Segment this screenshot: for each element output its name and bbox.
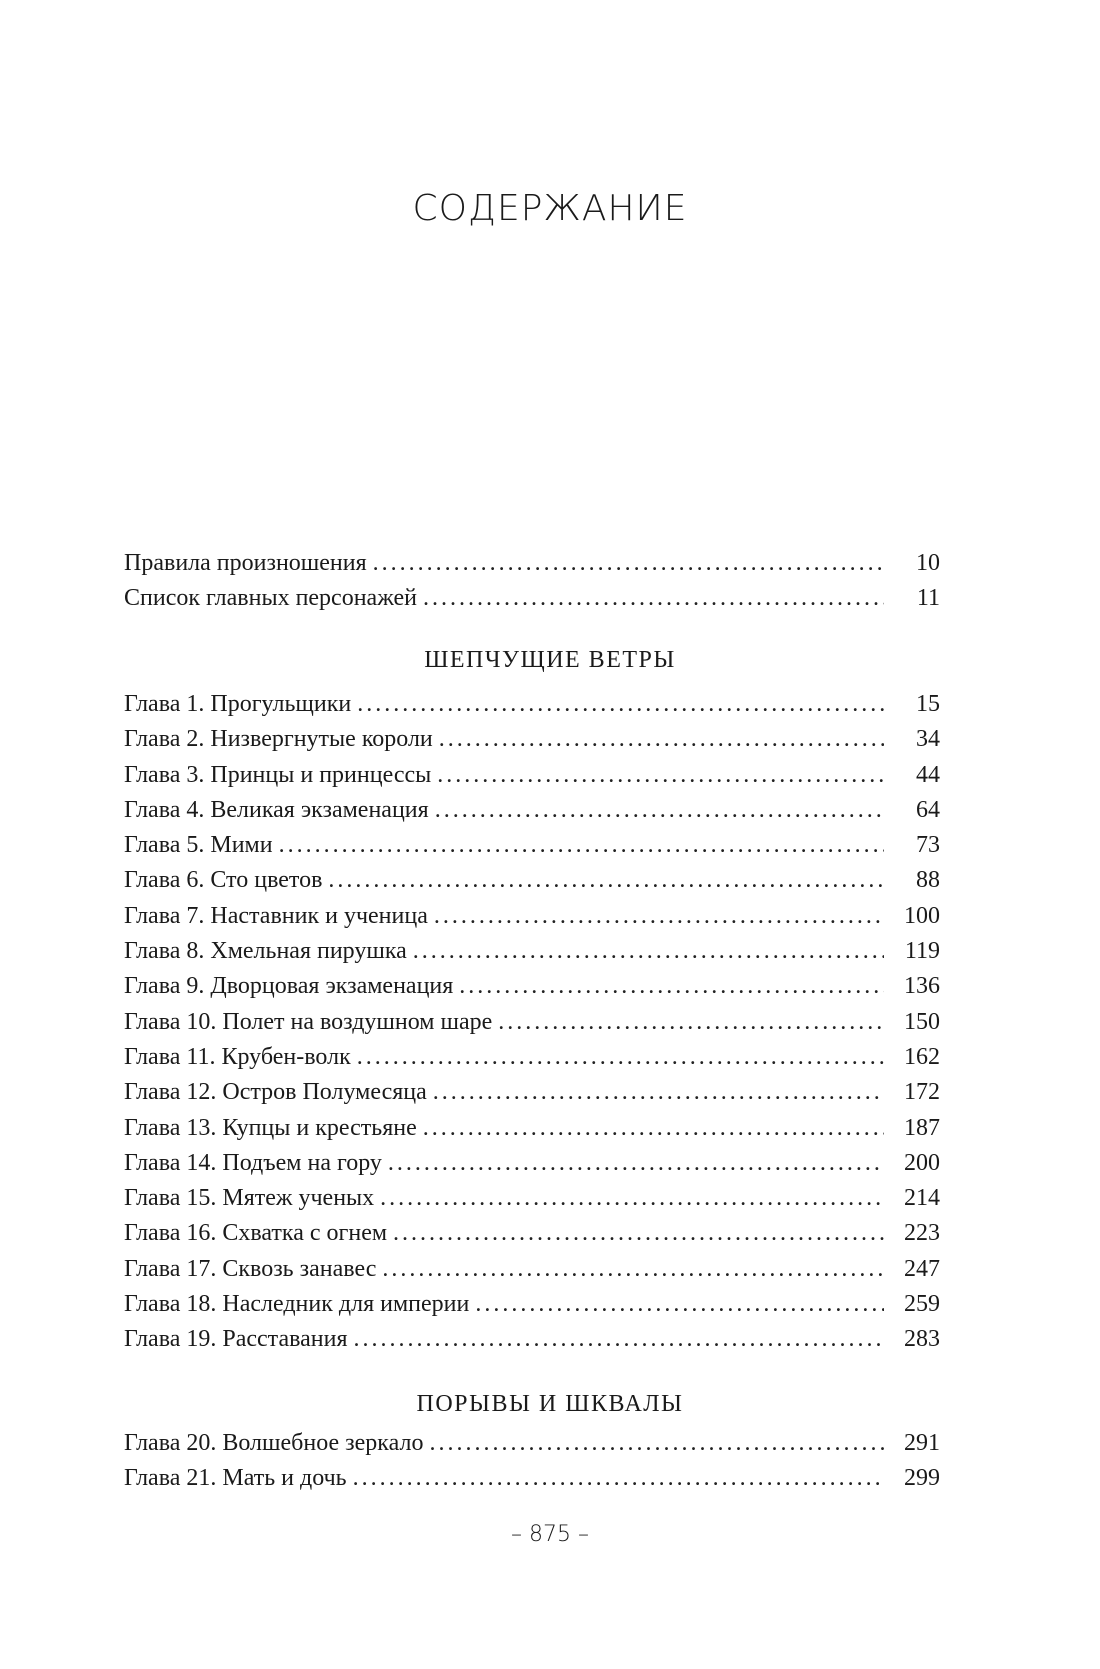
toc-entry-page: 150 — [904, 1008, 940, 1035]
toc-entry[interactable] — [124, 1287, 940, 1322]
toc-entry[interactable] — [124, 793, 940, 828]
toc-entry[interactable] — [124, 863, 940, 898]
toc-entry-page: 119 — [904, 938, 940, 965]
dot-leader — [354, 1322, 885, 1357]
toc-entry[interactable] — [124, 969, 940, 1004]
toc-entry-page: 44 — [916, 761, 940, 788]
toc-entry[interactable] — [124, 899, 940, 934]
dot-leader — [413, 934, 884, 969]
dot-leader — [434, 899, 884, 934]
toc-entry[interactable] — [124, 1040, 940, 1075]
section-heading-part1: ШЕПЧУЩИЕ ВЕТРЫ — [424, 647, 676, 673]
toc-part1-chapters — [124, 687, 940, 1358]
toc-entry[interactable] — [124, 687, 940, 722]
toc-entry[interactable] — [124, 581, 940, 616]
toc-entry-page: 64 — [916, 796, 940, 823]
toc-entry[interactable] — [124, 1005, 940, 1040]
toc-entry-page: 172 — [904, 1079, 940, 1106]
toc-entry[interactable] — [124, 1181, 940, 1216]
toc-entry[interactable] — [124, 934, 940, 969]
page-title: СОДЕРЖАНИЕ — [412, 188, 688, 229]
toc-entry[interactable] — [124, 1216, 940, 1251]
dot-leader — [475, 1287, 884, 1322]
toc-entry[interactable] — [124, 1075, 940, 1110]
page-number: – 875 – — [511, 1522, 589, 1547]
toc-entry[interactable] — [124, 1322, 940, 1357]
dot-leader — [439, 722, 884, 757]
toc-entry-label: Глава 2. Низвергнутые короли — [124, 726, 433, 753]
toc-entry-label: Глава 8. Хмельная пирушка — [124, 938, 407, 965]
toc-entry-page: 73 — [916, 832, 940, 859]
toc-entry[interactable] — [124, 1146, 940, 1181]
toc-entry-page: 11 — [916, 585, 940, 612]
toc-entry-page: 187 — [904, 1114, 940, 1141]
dot-leader — [437, 758, 884, 793]
toc-entry-page: 10 — [916, 550, 940, 576]
toc-entry-label: Глава 17. Сквозь занавес — [124, 1255, 377, 1282]
toc-entry-page: 299 — [904, 1465, 940, 1492]
toc-entry-label: Глава 15. Мятеж ученых — [124, 1185, 375, 1212]
toc-entry-page: 214 — [904, 1185, 940, 1212]
toc-entry[interactable] — [124, 722, 940, 757]
toc-entry-page: 100 — [904, 902, 940, 929]
dot-leader — [393, 1216, 884, 1251]
toc-front-matter — [124, 546, 940, 617]
dot-leader — [373, 546, 884, 581]
dot-leader — [353, 1461, 884, 1496]
toc-entry-page: 247 — [904, 1255, 940, 1282]
toc-entry-page: 88 — [916, 867, 940, 894]
toc-entry[interactable] — [124, 546, 940, 581]
toc-entry-label: Глава 1. Прогульщики — [124, 691, 352, 717]
section-heading-part2: ПОРЫВЫ И ШКВАЛЫ — [416, 1391, 684, 1417]
dot-leader — [357, 687, 884, 722]
toc-entry-label: Глава 20. Волшебное зеркало — [124, 1430, 424, 1456]
toc-entry-label: Глава 10. Полет на воздушном шаре — [124, 1008, 493, 1035]
toc-entry-label: Глава 21. Мать и дочь — [124, 1465, 347, 1492]
toc-entry-label: Глава 16. Схватка с огнем — [124, 1220, 388, 1247]
toc-entry-label: Глава 18. Наследник для империи — [124, 1291, 470, 1318]
toc-entry[interactable] — [124, 828, 940, 863]
toc-entry-label: Глава 3. Принцы и принцессы — [124, 761, 432, 788]
toc-entry-label: Глава 14. Подъем на гору — [124, 1149, 382, 1176]
dot-leader — [423, 581, 884, 616]
dot-leader — [459, 969, 884, 1004]
dot-leader — [382, 1252, 884, 1287]
dot-leader — [388, 1146, 884, 1181]
toc-entry-label: Глава 5. Мими — [124, 832, 273, 859]
toc-entry-label: Глава 4. Великая экзаменация — [124, 796, 429, 823]
toc-entry-page: 15 — [916, 691, 940, 717]
toc-entry-page: 34 — [916, 726, 940, 753]
toc-entry-page: 259 — [904, 1291, 940, 1318]
toc-entry-label: Глава 11. Крубен-волк — [124, 1043, 351, 1070]
toc-entry-label: Глава 6. Сто цветов — [124, 867, 323, 894]
toc-entry-page: 162 — [904, 1043, 940, 1070]
dot-leader — [433, 1075, 884, 1110]
toc-entry-page: 223 — [904, 1220, 940, 1247]
dot-leader — [357, 1040, 884, 1075]
toc-part2-chapters — [124, 1426, 940, 1497]
toc-entry-page: 200 — [904, 1149, 940, 1176]
toc-entry-label: Список главных персонажей — [124, 585, 417, 612]
toc-entry-label: Правила произношения — [124, 550, 367, 576]
dot-leader — [498, 1005, 884, 1040]
toc-entry-label: Глава 13. Купцы и крестьяне — [124, 1114, 417, 1141]
toc-entry[interactable] — [124, 1426, 940, 1461]
dot-leader — [279, 828, 884, 863]
dot-leader — [423, 1111, 884, 1146]
toc-entry-label: Глава 19. Расставания — [124, 1326, 348, 1353]
toc-entry[interactable] — [124, 1111, 940, 1146]
dot-leader — [328, 863, 884, 898]
dot-leader — [380, 1181, 884, 1216]
toc-entry-page: 291 — [904, 1430, 940, 1456]
toc-entry-page: 136 — [904, 973, 940, 1000]
dot-leader — [435, 793, 884, 828]
toc-entry[interactable] — [124, 758, 940, 793]
toc-entry-label: Глава 9. Дворцовая экзаменация — [124, 973, 454, 1000]
dot-leader — [429, 1426, 884, 1461]
toc-entry[interactable] — [124, 1461, 940, 1496]
toc-entry-page: 283 — [904, 1326, 940, 1353]
toc-entry-label: Глава 7. Наставник и ученица — [124, 902, 428, 929]
toc-entry-label: Глава 12. Остров Полумесяца — [124, 1079, 427, 1106]
toc-entry[interactable] — [124, 1252, 940, 1287]
